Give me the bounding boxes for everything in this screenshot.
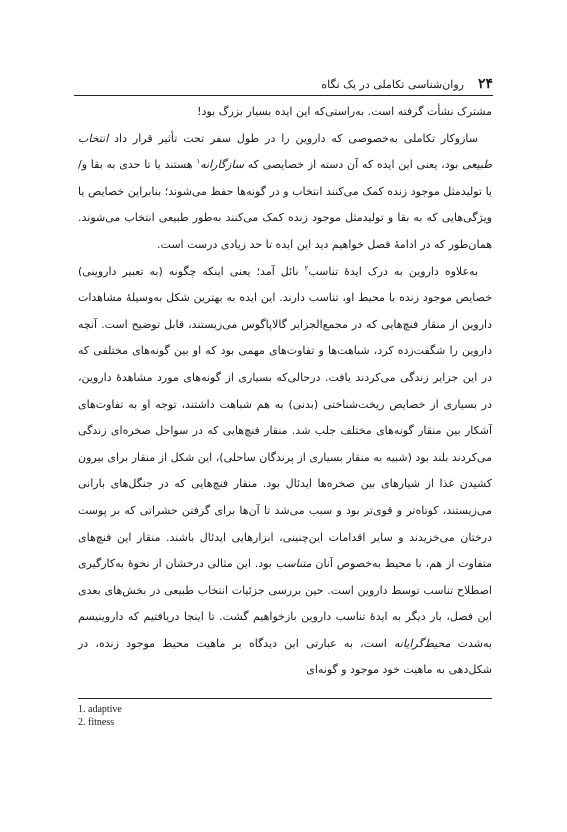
- running-header: [74, 76, 493, 92]
- paragraph-2-text-a: سازوکار تکاملی به‌خصوصی که داروین را در طول سفر تحت تأثیر قرار داد: [108, 131, 478, 145]
- paragraph-2-text-e: هستند یا تا حدی به بقا و/ یا تولیدمثل موجود زنده کمک می‌کنند انتخاب و در گونه‌ها حفظ می‌شوند؛ بنابراین خصایص یا ویژگی‌هایی که به بقا و تولیدمثل موجود زنده کمک می‌کنند به‌طور طبیعی انتخاب می‌شوند. همان‌طور که در ادامهٔ فصل خواهیم دید این ایده تا حد زیادی درست است.: [78, 158, 492, 251]
- footnote-2: 2. fitness: [78, 717, 115, 728]
- term-fitting: متناسب: [275, 557, 312, 571]
- header-divider: [74, 95, 493, 96]
- term-adaptive: سازگارانه: [200, 158, 244, 172]
- paragraph-3-text-b: نائل آمد؛ یعنی اینکه چگونه (به تعبیر داروینی) خصایص موجود زنده با محیط او، تناسب دارند. این ایده به بهترین شکل به‌وسیلهٔ مشاهدات داروین از منقار فنچ‌هایی که در مجمع‌الجزایر گالاپاگوس می‌زیستند، قابل توضیح است. آنچه داروین را شگفت‌زده کرد، شباهت‌ها و تفاوت‌های مهمی بود که او بین گونه‌های مختلفی که در این جزایر زندگی می‌کردند یافت. درحالی‌که بسیاری از گونه‌های مورد مشاهدهٔ داروین، در بسیاری از خصایص ریخت‌شناختی (بدنی) به هم شباهت داشتند، توجه او به تفاوت‌های آشکار بین منقار گونه‌های مختلف جلب شد. منقار فنچ‌هایی که در سواحل صخره‌ای زندگی می‌کردند بلند بود (شبیه به منقار بسیاری از پرندگان ساحلی)، این شکل از منقار برای بیرون کشیدن غذا از شیارهای بین صخره‌ها ایدئال بود. منقار فنچ‌هایی که در جنگل‌های بارانی می‌زیستند، کوتاه‌تر و قوی‌تر بود و سبب می‌شد تا آن‌ها برای گرفتن حشراتی که بر پوست درختان می‌خزیدند و سایر اقدامات این‌چنینی، ابزارهایی ایدئال باشند. منقار این فنچ‌های متفاوت از هم، با محیط به‌خصوص آنان: [78, 264, 492, 571]
- footnote-divider: [78, 698, 492, 699]
- paragraph-3: [78, 259, 492, 685]
- body-text: [78, 99, 492, 684]
- page-number: ۲۴: [477, 76, 493, 92]
- footnote-1: 1. adaptive: [78, 704, 122, 715]
- paragraph-1-text: مشترک نشأت گرفته است. به‌راستی‌که این ایده بسیار بزرگ بود!: [197, 105, 492, 118]
- term-natural-selection: انتخاب طبیعی: [78, 131, 492, 172]
- running-title: روان‌شناسی تکاملی در یک نگاه: [321, 78, 464, 91]
- paragraph-3-text-a: به‌علاوه داروین به درک ایدهٔ تناسب: [308, 264, 479, 278]
- paragraph-3-text-f: است، به عبارتی این دیدگاه بر ماهیت محیط موجود زنده، در شکل‌دهی به ماهیت خود موجود و گونه‌ای: [78, 636, 492, 677]
- footnote-ref-2: ۲: [304, 263, 309, 272]
- paragraph-2-text-c: بود، یعنی این ایده که آن دسته از خصایصی که: [243, 158, 463, 172]
- paragraph-3-text-d: بود. این مثالی درخشان از نحوهٔ به‌کارگیری اصطلاح تناسب توسط داروین است. حین بررسی جزئیات انتخاب طبیعی در بخش‌های بعدی این فصل، بار دیگر به ایدهٔ تناسب داروین بازخواهیم گشت. تا اینجا دریافتیم که داروینیسم به‌شدت: [78, 557, 492, 650]
- paragraph-2: [78, 126, 492, 259]
- paragraph-1: [78, 99, 492, 126]
- term-environmentalist: محیط‌گرایانه: [393, 636, 451, 650]
- footnote-ref-1: ۱: [196, 157, 201, 166]
- footnotes: [78, 703, 378, 729]
